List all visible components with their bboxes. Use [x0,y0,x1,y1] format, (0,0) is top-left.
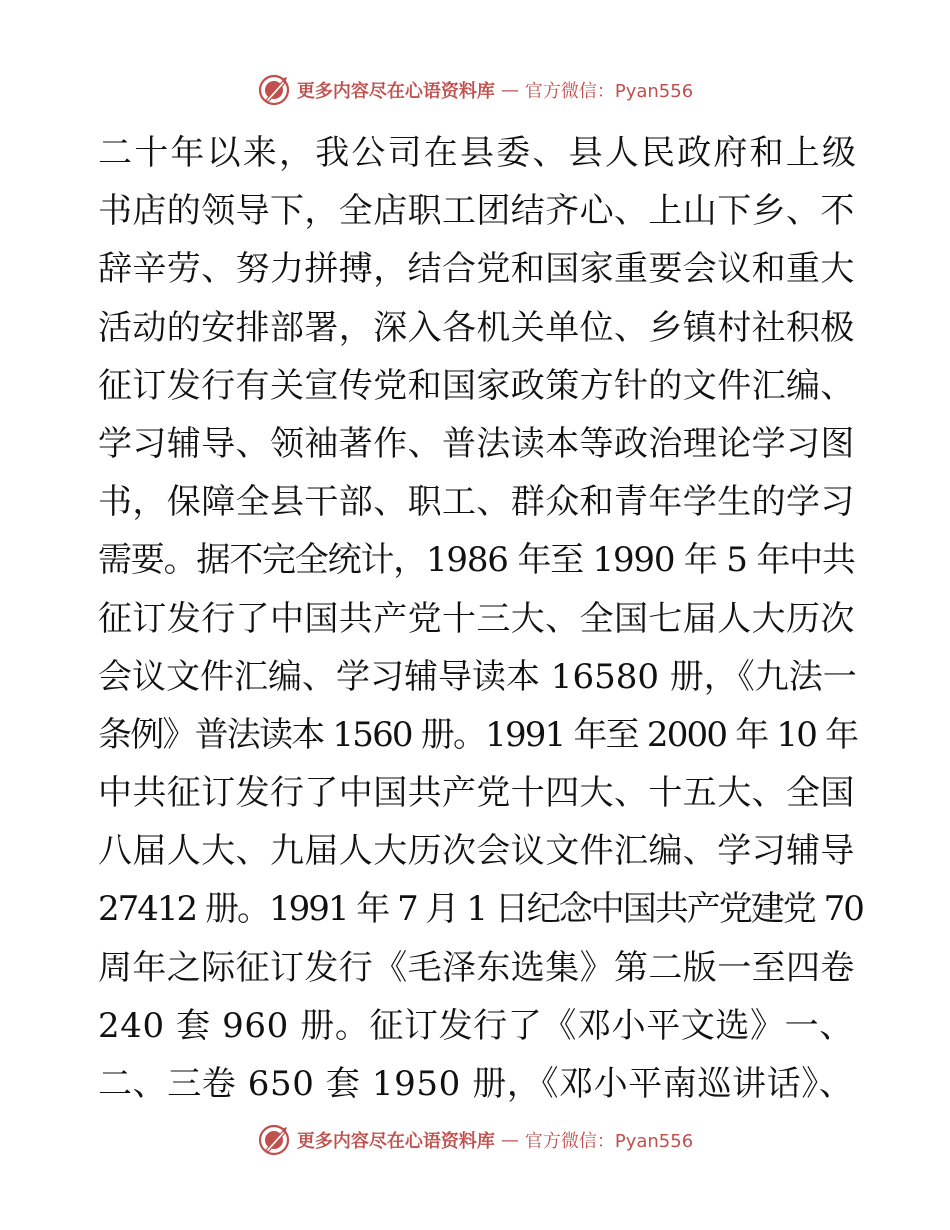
body-line: 240 套 960 册。征订发行了《邓小平文选》一、 [98,1005,854,1046]
body-line: 八届人大、九届人大历次会议文件汇编、学习辅导 [98,831,855,872]
body-line: 中共征订发行了中国共产党十四大、十五大、全国 [98,773,855,814]
header-brand-text: 更多内容尽在心语资料库 [296,81,495,102]
body-line: 二十年以来，我公司在县委、县人民政府和上级 [98,133,859,173]
body-line: 书，保障全县干部、职工、群众和青年学生的学习 [98,482,855,523]
body-line: 书店的领导下，全店职工团结齐心、上山下乡、不 [98,191,855,232]
quill-seal-icon [257,73,291,107]
body-line: 二、三卷 650 套 1950 册，《邓小平南巡讲话》、 [98,1064,854,1104]
header-banner [0,70,950,110]
body-line: 周年之际征订发行《毛泽东选集》第二版一至四卷 [98,947,855,988]
body-line: 条例》普法读本 1560 册。1991 年至 2000 年 10 年 [98,714,858,755]
document-body [98,124,863,1113]
body-line: 会议文件汇编、学习辅导读本 16580 册，《九法一 [98,656,857,697]
body-line: 征订发行了中国共产党十三大、全国七届人大历次 [98,598,855,639]
header-dash: — [500,79,519,101]
footer-banner [0,1120,950,1160]
body-line: 活动的安排部署，深入各机关单位、乡镇村社积极 [98,307,855,348]
footer-wechat-text: 官方微信：Pyan556 [524,1131,694,1152]
body-line: 27412 册。1991 年 7 月 1 日纪念中国共产党建党 70 [98,889,863,930]
footer-brand-text: 更多内容尽在心语资料库 [296,1131,495,1152]
body-line: 需要。据不完全统计，1986 年至 1990 年 5 年中共 [98,540,855,581]
header-wechat-text: 官方微信：Pyan556 [524,81,694,102]
body-line: 辞辛劳、努力拼搏，结合党和国家重要会议和重大 [98,249,855,290]
quill-seal-icon [257,1123,291,1157]
body-line: 学习辅导、领袖著作、普法读本等政治理论学习图 [98,423,855,464]
footer-dash: — [500,1129,519,1151]
body-line: 征订发行有关宣传党和国家政策方针的文件汇编、 [98,365,855,406]
